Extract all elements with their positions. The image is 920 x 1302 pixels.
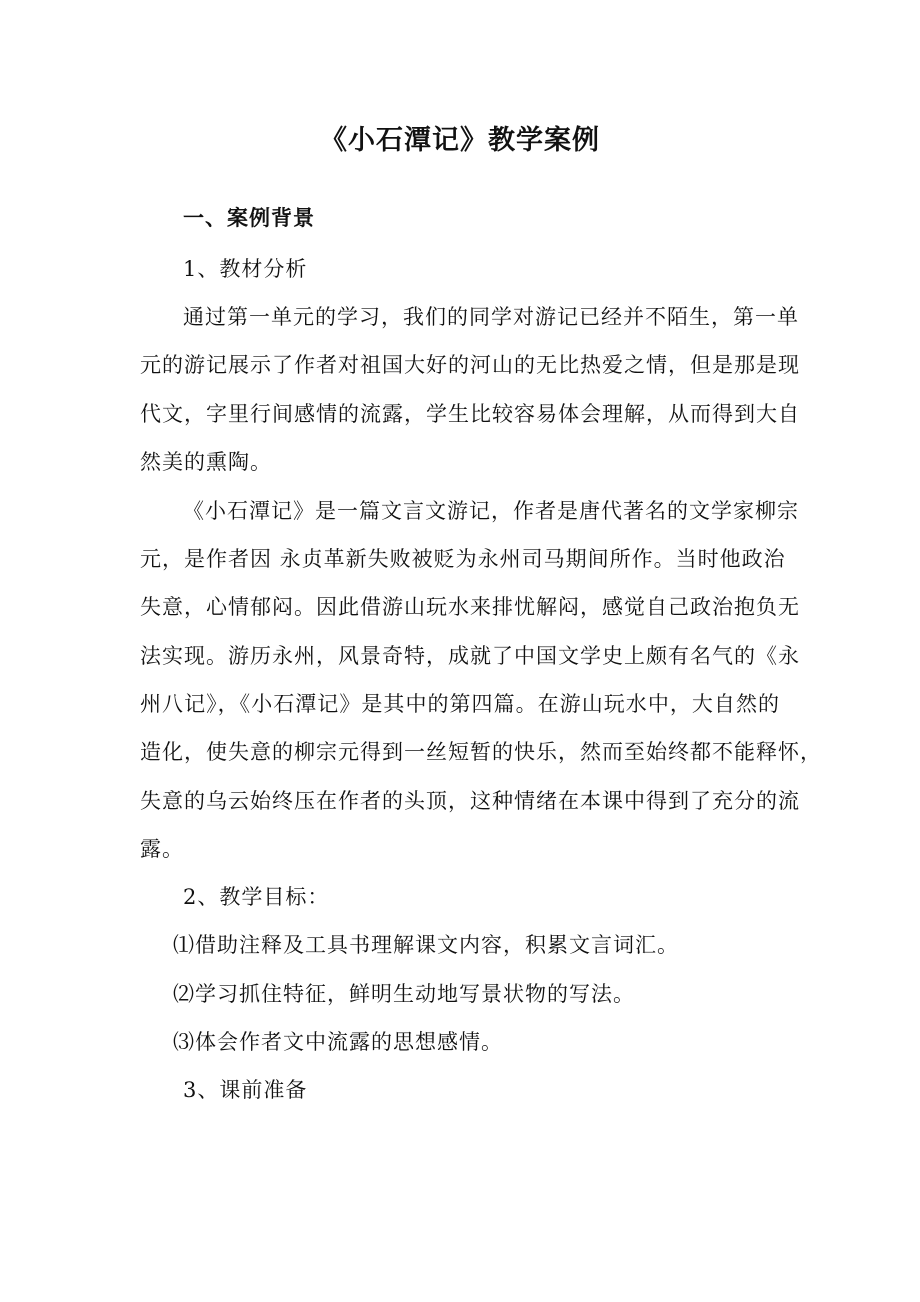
paragraph-1-line-2: 元的游记展示了作者对祖国大好的河山的无比热爱之情，但是那是现	[140, 353, 800, 377]
paragraph-2-line-6: 造化，使失意的柳宗元得到一丝短暂的快乐，然而至始终都不能释怀，	[140, 740, 822, 764]
document-title: 《小石潭记》教学案例	[320, 125, 600, 156]
goal-item-1: ⑴借助注释及工具书理解课文内容，积累文言词汇。	[173, 933, 679, 957]
subheading-material-analysis: 1、教材分析	[183, 257, 308, 281]
paragraph-2-line-8: 露。	[140, 837, 184, 861]
paragraph-1-line-1: 通过第一单元的学习，我们的同学对游记已经并不陌生，第一单	[183, 305, 799, 329]
paragraph-1-line-4: 然美的熏陶。	[140, 450, 272, 474]
paragraph-1-line-3: 代文，字里行间感情的流露，学生比较容易体会理解，从而得到大自	[140, 402, 800, 426]
paragraph-2-line-3: 失意，心情郁闷。因此借游山玩水来排忧解闷，感觉自己政治抱负无	[140, 595, 800, 619]
goal-item-3: ⑶体会作者文中流露的思想感情。	[173, 1030, 503, 1054]
paragraph-2-line-7: 失意的乌云始终压在作者的头顶，这种情绪在本课中得到了充分的流	[140, 789, 800, 813]
goal-item-2: ⑵学习抓住特征，鲜明生动地写景状物的写法。	[173, 982, 635, 1006]
subheading-teaching-goals: 2、教学目标：	[183, 885, 330, 909]
paragraph-2-line-5: 州八记》，《小石潭记》是其中的第四篇。在游山玩水中，大自然的	[140, 692, 780, 716]
paragraph-2-line-4: 法实现。游历永州，风景奇特，成就了中国文学史上颇有名气的《永	[140, 644, 800, 668]
subheading-class-preparation: 3、课前准备	[183, 1078, 308, 1102]
section-heading-background: 一、案例背景	[183, 206, 315, 230]
paragraph-2-line-2: 元，是作者因 永贞革新失败被贬为永州司马期间所作。当时他政治	[140, 547, 786, 571]
paragraph-2-line-1: 《小石潭记》是一篇文言文游记，作者是唐代著名的文学家柳宗	[183, 499, 799, 523]
